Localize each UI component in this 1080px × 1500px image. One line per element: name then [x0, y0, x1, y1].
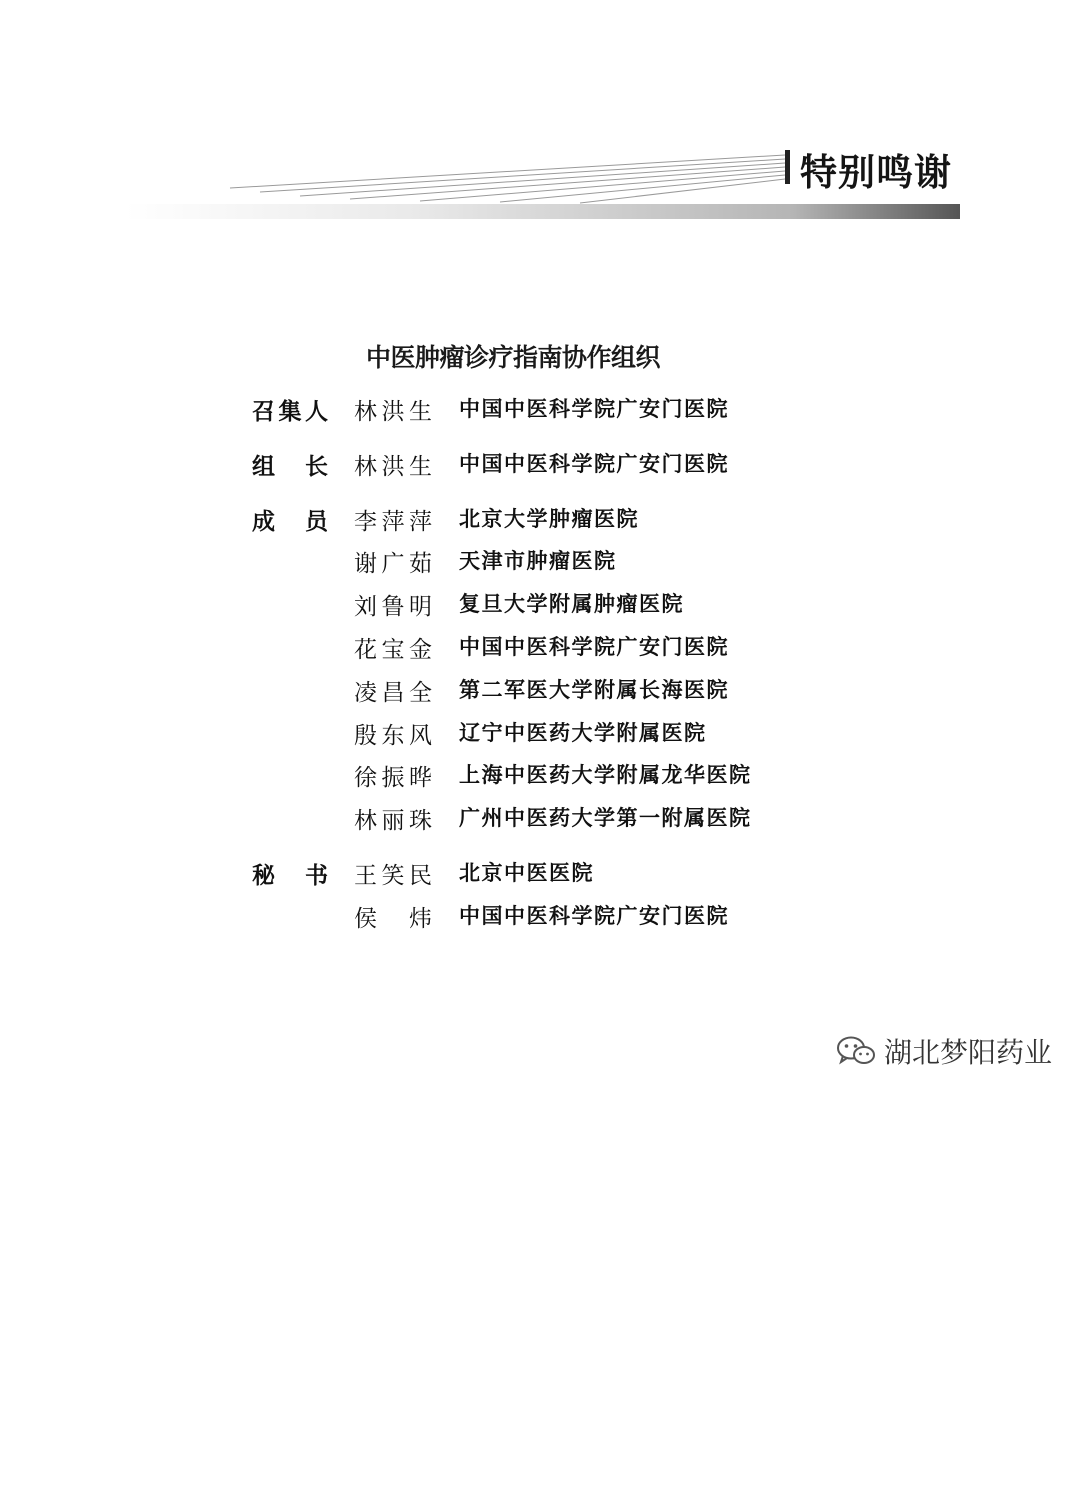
role-label-leader: 组 长: [252, 454, 328, 480]
role-label-secretary: 秘 书: [252, 863, 328, 889]
organization-name: 中国中医科学院广安门医院: [459, 903, 729, 928]
organization-name: 上海中医药大学附属龙华医院: [459, 762, 752, 787]
banner-rule: [125, 204, 960, 219]
person-name: 李 萍 萍: [354, 509, 432, 535]
organization-name: 中国中医科学院广安门医院: [459, 396, 729, 421]
role-label-members: 成 员: [252, 509, 328, 535]
organization-name: 中国中医科学院广安门医院: [459, 634, 729, 659]
organization-name: 第二军医大学附属长海医院: [459, 677, 729, 702]
organization-name: 北京中医医院: [459, 860, 594, 885]
organization-name: 中国中医科学院广安门医院: [459, 451, 729, 476]
organization-name: 辽宁中医药大学附属医院: [459, 720, 707, 745]
role-label-convener: 召 集 人: [252, 399, 328, 425]
person-name: 侯 炜: [354, 906, 432, 932]
person-name: 林 丽 珠: [354, 808, 432, 834]
organization-name: 北京大学肿瘤医院: [459, 506, 639, 531]
wechat-icon: [836, 1035, 876, 1067]
header-banner: [0, 0, 1080, 240]
banner-decoration: [0, 0, 1080, 240]
banner-title: 特别鸣谢: [800, 151, 952, 194]
person-name: 花 宝 金: [354, 637, 432, 663]
person-name: 谢 广 茹: [354, 551, 432, 577]
person-name: 刘 鲁 明: [354, 594, 432, 620]
organization-name: 复旦大学附属肿瘤医院: [459, 591, 684, 616]
person-name: 林 洪 生: [354, 399, 432, 425]
banner-accent-mark: [785, 150, 790, 184]
banner-rays: [230, 155, 785, 203]
watermark-text: 湖北梦阳药业: [884, 1036, 1053, 1069]
person-name: 徐 振 晔: [354, 765, 432, 791]
person-name: 殷 东 风: [354, 723, 432, 749]
person-name: 王 笑 民: [354, 863, 432, 889]
person-name: 林 洪 生: [354, 454, 432, 480]
organization-name: 天津市肿瘤医院: [459, 548, 617, 573]
page-title: 中医肿瘤诊疗指南协作组织: [366, 343, 661, 372]
organization-name: 广州中医药大学第一附属医院: [459, 805, 752, 830]
person-name: 凌 昌 全: [354, 680, 432, 706]
